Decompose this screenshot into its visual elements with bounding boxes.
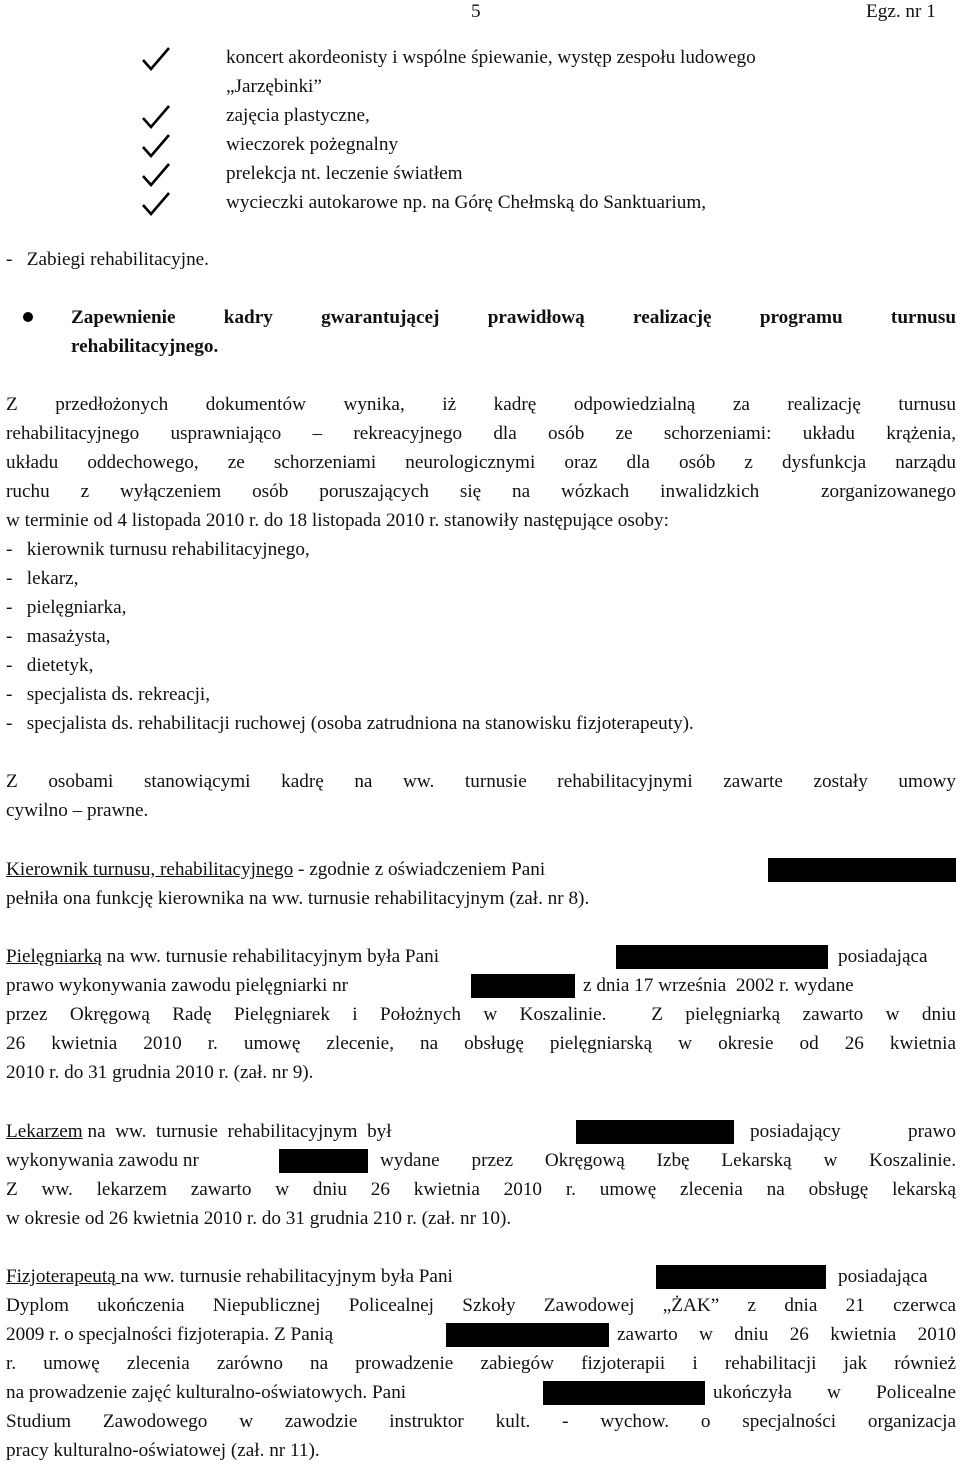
staff-item: - lekarz, [6,568,79,589]
fizjoterapeuta-label: Fizjoterapeutą [6,1266,121,1287]
checklist-item-text: zajęcia plastyczne, [226,105,370,126]
paragraph-text: ukończyła w Policealne [713,1382,956,1403]
fizjoterapeuta-text: na ww. turnusie rehabilitacyjnym była Pani [120,1266,453,1287]
checkmark-icon [140,102,172,131]
pielegniarka-label: Pielęgniarką [6,946,102,967]
section-heading: Zapewnienie kadry gwarantującej prawidłową realizację programu turnusu [71,307,956,328]
paragraph-text: posiadająca [838,1266,928,1287]
paragraph-line: cywilno – prawne. [6,800,149,821]
paragraph-text: posiadająca [838,946,928,967]
paragraph-line: 26 kwietnia 2010 r. umowę zlecenie, na obsługę pielęgniarską w okresie od 26 kwietnia [6,1033,956,1054]
checklist-item-text: wieczorek pożegnalny [226,134,399,155]
paragraph-line: r. umowę zlecenia zarówno na prowadzenie zabiegów fizjoterapii i rehabilitacji jak również [6,1353,956,1374]
paragraph-text: prawo wykonywania zawodu pielęgniarki nr [6,975,349,996]
staff-item: - specjalista ds. rehabilitacji ruchowej (osoba zatrudniona na stanowisku fizjoterapeuty). [6,713,694,734]
checkmark-icon [140,44,172,73]
paragraph-text: wydane przez Okręgową Izbę Lekarską w Koszalinie. [380,1150,956,1171]
redacted-number [279,1149,368,1173]
redacted-name [616,945,828,969]
paragraph-line: Z osobami stanowiącymi kadrę na ww. turnusie rehabilitacyjnymi zawarte zostały umowy [6,771,956,792]
redacted-name [656,1265,826,1289]
checkmark-icon [140,160,172,189]
kierownik-label: Kierownik turnusu, rehabilitacyjnego [6,859,294,880]
paragraph-line: pełniła ona funkcję kierownika na ww. turnusie rehabilitacyjnym (zał. nr 8). [6,888,590,909]
paragraph-text: zawarto w dniu 26 kwietnia 2010 [617,1324,956,1345]
paragraph-text: posiadający prawo [750,1121,956,1142]
kierownik-text: - zgodnie z oświadczeniem Pani [293,859,546,880]
staff-item: - specjalista ds. rekreacji, [6,684,211,705]
paragraph-text: na prowadzenie zajęć kulturalno-oświatowych. Pani [6,1382,407,1403]
copy-label: Egz. nr 1 [866,1,936,22]
redacted-name [446,1323,609,1347]
paragraph-line: Dyplom ukończenia Niepublicznej Policealnej Szkoły Zawodowej „ŻAK” z dnia 21 czerwca [6,1295,956,1316]
redacted-number [471,974,575,998]
checkmark-icon [140,131,172,160]
paragraph-line: w okresie od 26 kwietnia 2010 r. do 31 grudnia 210 r. (zał. nr 10). [6,1208,512,1229]
paragraph-line: w terminie od 4 listopada 2010 r. do 18 listopada 2010 r. stanowiły następujące osoby: [6,510,669,531]
paragraph-line: pracy kulturalno-oświatowej (zał. nr 11). [6,1440,320,1461]
section-heading: rehabilitacyjnego. [71,336,219,357]
checklist-item-text: prelekcja nt. leczenie światłem [226,163,463,184]
paragraph-line: Z przedłożonych dokumentów wynika, iż kadrę odpowiedzialną za realizację turnusu [6,394,956,415]
redacted-name [768,858,956,882]
lekarz-text: na ww. turnusie rehabilitacyjnym był [82,1121,392,1142]
checklist-item-text: wycieczki autokarowe np. na Górę Chełmską do Sanktuarium, [226,192,707,213]
checklist-item-text: koncert akordeonisty i wspólne śpiewanie, występ zespołu ludowego [226,47,756,68]
staff-item: - masażysta, [6,626,111,647]
redacted-name [576,1120,734,1144]
paragraph-line: ruchu z wyłączeniem osób poruszających się na wózkach inwalidzkich zorganizowanego [6,481,956,502]
paragraph-line: Z ww. lekarzem zawarto w dniu 26 kwietnia 2010 r. umowę zlecenia na obsługę lekarską [6,1179,956,1200]
page-number: 5 [471,1,481,22]
paragraph-line: Studium Zawodowego w zawodzie instruktor kult. - wychow. o specjalności organizacja [6,1411,956,1432]
redacted-name [543,1381,705,1405]
lekarz-label: Lekarzem [6,1121,83,1142]
staff-item: - dietetyk, [6,655,94,676]
paragraph-line: rehabilitacyjnego usprawniająco – rekreacyjnego dla osób ze schorzeniami: układu krążenia, [6,423,956,444]
paragraph-line: 2010 r. do 31 grudnia 2010 r. (zał. nr 9). [6,1062,314,1083]
zabiegi-item: - Zabiegi rehabilitacyjne. [6,249,209,270]
bullet-icon [23,312,33,322]
checkmark-icon [140,189,172,218]
paragraph-text: wykonywania zawodu nr [6,1150,199,1171]
staff-item: - kierownik turnusu rehabilitacyjnego, [6,539,310,560]
checklist-item-text: „Jarzębinki” [226,76,322,97]
paragraph-text: 2009 r. o specjalności fizjoterapia. Z Panią [6,1324,334,1345]
paragraph-line: przez Okręgową Radę Pielęgniarek i Położnych w Koszalinie. Z pielęgniarką zawarto w dniu [6,1004,956,1025]
paragraph-line: układu oddechowego, ze schorzeniami neurologicznymi oraz dla osób z dysfunkcja narządu [6,452,956,473]
pielegniarka-text: na ww. turnusie rehabilitacyjnym była Pani [101,946,440,967]
paragraph-text: z dnia 17 września 2002 r. wydane [583,975,854,996]
staff-item: - pielęgniarka, [6,597,127,618]
